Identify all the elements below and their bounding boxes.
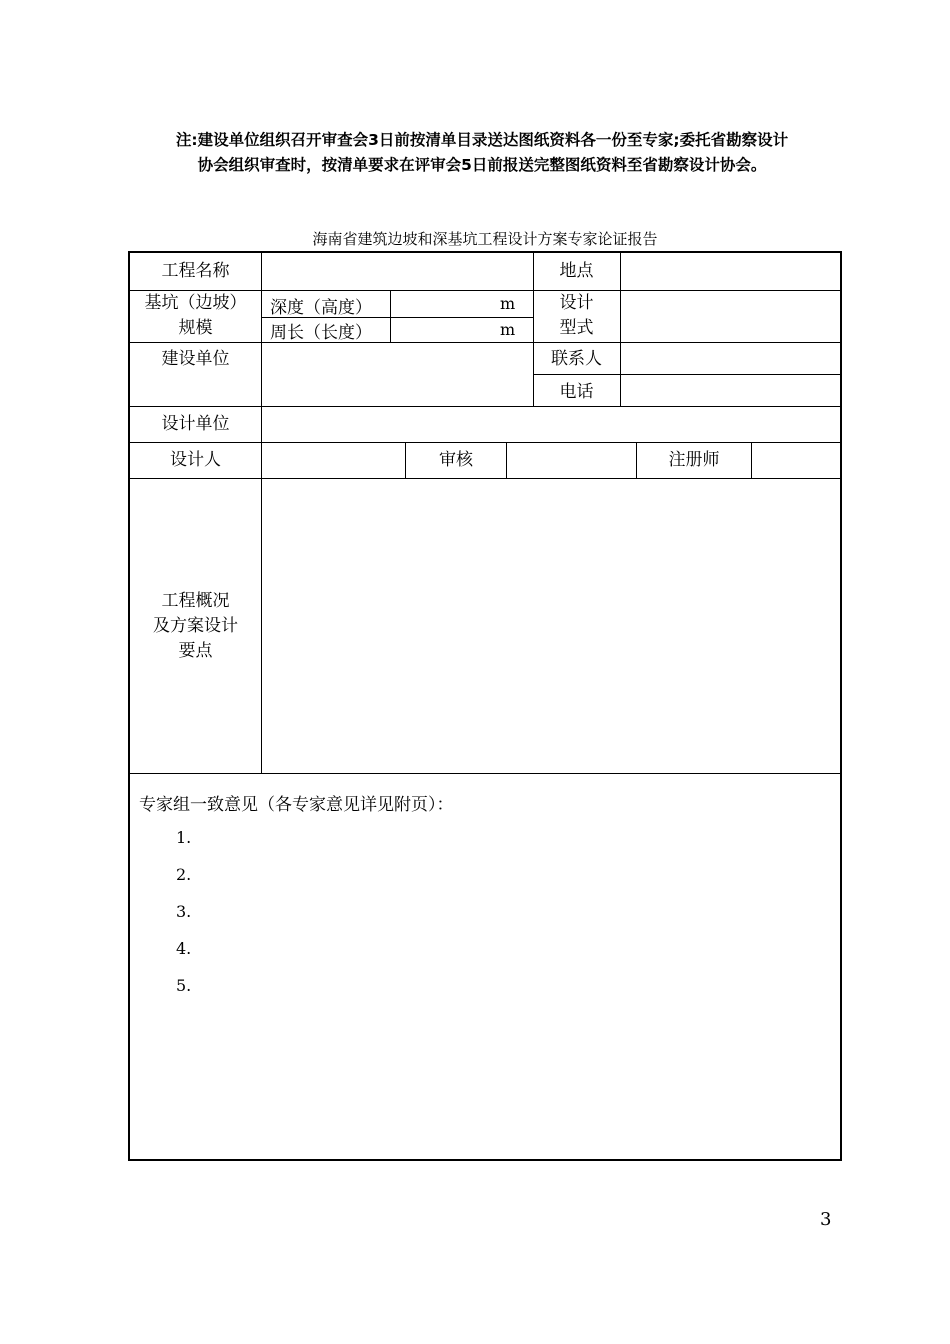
client-label: 建设单位: [161, 349, 230, 369]
column-divider: [620, 253, 621, 406]
note-line-1: 注:建设单位组织召开审查会3日前按清单目录送达图纸资料各一份至专家;委托省勘察设计: [175, 131, 789, 149]
report-form-table: [128, 251, 842, 1161]
reviewer-label: 审核: [439, 450, 473, 470]
depth-unit: m: [500, 294, 516, 313]
column-divider: [261, 253, 262, 773]
project-name-label: 工程名称: [161, 261, 230, 281]
row-divider: [130, 406, 840, 407]
row-divider: [130, 442, 840, 443]
row-divider: [130, 342, 840, 343]
scale-label: 基坑（边坡） 规模: [144, 293, 247, 338]
perimeter-unit: m: [500, 320, 516, 339]
column-divider: [390, 290, 391, 342]
opinion-item-5: 5.: [176, 976, 192, 995]
opinion-item-4: 4.: [176, 939, 192, 958]
design-unit-label: 设计单位: [161, 414, 230, 434]
opinion-item-1: 1.: [176, 828, 192, 847]
opinion-item-2: 2.: [176, 865, 192, 884]
phone-label: 电话: [559, 382, 594, 402]
row-divider: [533, 374, 840, 375]
perimeter-label: 周长（长度）: [270, 323, 372, 343]
row-divider: [130, 478, 840, 479]
page-number: 3: [820, 1209, 832, 1230]
registered-engineer-label: 注册师: [668, 450, 720, 470]
location-label: 地点: [559, 261, 594, 281]
overview-label: 工程概况 及方案设计 要点: [153, 591, 238, 661]
submission-note: [112, 128, 852, 178]
row-divider: [130, 773, 840, 774]
column-divider: [506, 442, 507, 478]
design-type-label: 设计 型式: [559, 293, 594, 338]
designer-label: 设计人: [170, 450, 221, 470]
column-divider: [751, 442, 752, 478]
note-line-2: 协会组织审查时，按清单要求在评审会5日前报送完整图纸资料至省勘察设计协会。: [197, 156, 767, 174]
depth-label: 深度（高度）: [270, 298, 372, 318]
expert-opinion-label: 专家组一致意见（各专家意见详见附页）：: [139, 795, 454, 815]
contact-label: 联系人: [551, 349, 602, 369]
opinion-item-3: 3.: [176, 902, 192, 921]
form-title: 海南省建筑边坡和深基坑工程设计方案专家论证报告: [312, 230, 658, 248]
